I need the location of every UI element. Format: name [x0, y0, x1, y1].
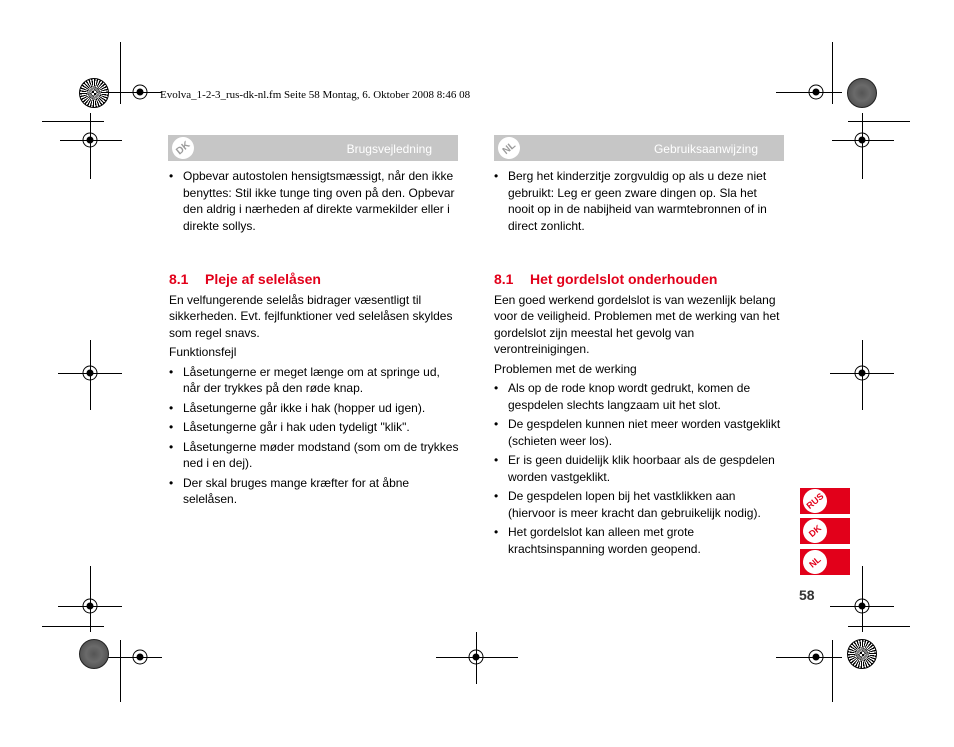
- list-item: • Als op de rode knop wordt gedrukt, komen de gespdelen slechts langzaam uit het slot.: [494, 380, 786, 413]
- file-info-line: Evolva_1-2-3_rus-dk-nl.fm Seite 58 Montag, 6. Oktober 2008 8:46 08: [160, 89, 471, 101]
- list-item: • De gespdelen lopen bij het vastklikken aan (hiervoor is meer kracht dan gebruikelijk nodig).: [494, 488, 786, 521]
- left-subheading: Funktionsfejl: [169, 345, 237, 359]
- section-number: 8.1: [494, 271, 514, 287]
- section-title: Het gordelslot onderhouden: [530, 271, 718, 287]
- left-section-paragraph: En velfungerende selelås bidrager væsentligt til sikkerheden. Evt. fejlfunktioner ved selelåsen skyldes som regel snavs.: [169, 292, 453, 340]
- side-tab-dk: [800, 518, 850, 544]
- right-section-heading: [494, 271, 786, 288]
- right-fault-list: [494, 380, 786, 557]
- left-intro-list: [169, 168, 459, 234]
- list-item: • Låsetungerne går ikke i hak (hopper ud igen).: [169, 400, 459, 417]
- list-item: • De gespdelen kunnen niet meer worden vastgeklikt (schieten weer los).: [494, 416, 786, 449]
- language-badge-dk: DK: [168, 133, 199, 164]
- left-column-tab: [168, 135, 458, 161]
- side-tab-rus: [800, 488, 850, 514]
- list-item: • Der skal bruges mange kræfter for at åbne selelåsen.: [169, 475, 459, 508]
- list-item: • Het gordelslot kan alleen met grote krachtsinspanning worden geopend.: [494, 524, 786, 557]
- language-badge-nl: NL: [798, 545, 832, 579]
- section-number: 8.1: [169, 271, 189, 287]
- list-item: • Opbevar autostolen hensigtsmæssigt, når den ikke benyttes: Stil ikke tunge ting oven på den. Opbevar den aldrig i nærheden af direkte varmekilder eller i direkte sollys.: [169, 168, 459, 234]
- list-item: • Berg het kinderzitje zorgvuldig op als u deze niet gebruikt: Leg er geen zware dingen op. Sla het nooit op in de nabijheid van warmtebronnen of in direct zonlicht.: [494, 168, 786, 234]
- left-column: [169, 168, 459, 511]
- language-badge-dk: DK: [798, 514, 832, 548]
- list-item: • Låsetungerne er meget længe om at springe ud, når der trykkes på den røde knap.: [169, 364, 459, 397]
- list-item: • Er is geen duidelijk klik hoorbaar als de gespdelen worden vastgeklikt.: [494, 452, 786, 485]
- right-column: [494, 168, 786, 560]
- page-number: 58: [799, 587, 815, 603]
- right-column-tab: [494, 135, 784, 161]
- left-column-tab-title: Brugsvejledning: [346, 142, 432, 156]
- right-column-tab-title: Gebruiksaanwijzing: [653, 142, 758, 156]
- left-section-heading: [169, 271, 459, 288]
- list-item: • Låsetungerne går i hak uden tydeligt "klik".: [169, 419, 459, 436]
- right-subheading: Problemen met de werking: [494, 361, 637, 376]
- language-badge-rus: RUS: [798, 484, 832, 518]
- right-intro-list: [494, 168, 786, 234]
- list-item: • Låsetungerne møder modstand (som om de trykkes ned i en dej).: [169, 439, 459, 472]
- language-badge-nl: NL: [494, 133, 525, 164]
- right-section-paragraph: Een goed werkend gordelslot is van wezenlijk belang voor de veiligheid. Problemen met de werking van het gordelslot zijn meestal het gevolg van verontreinigingen.: [494, 292, 780, 356]
- section-title: Pleje af selelåsen: [205, 271, 321, 287]
- left-fault-list: [169, 364, 459, 508]
- side-tab-nl: [800, 549, 850, 575]
